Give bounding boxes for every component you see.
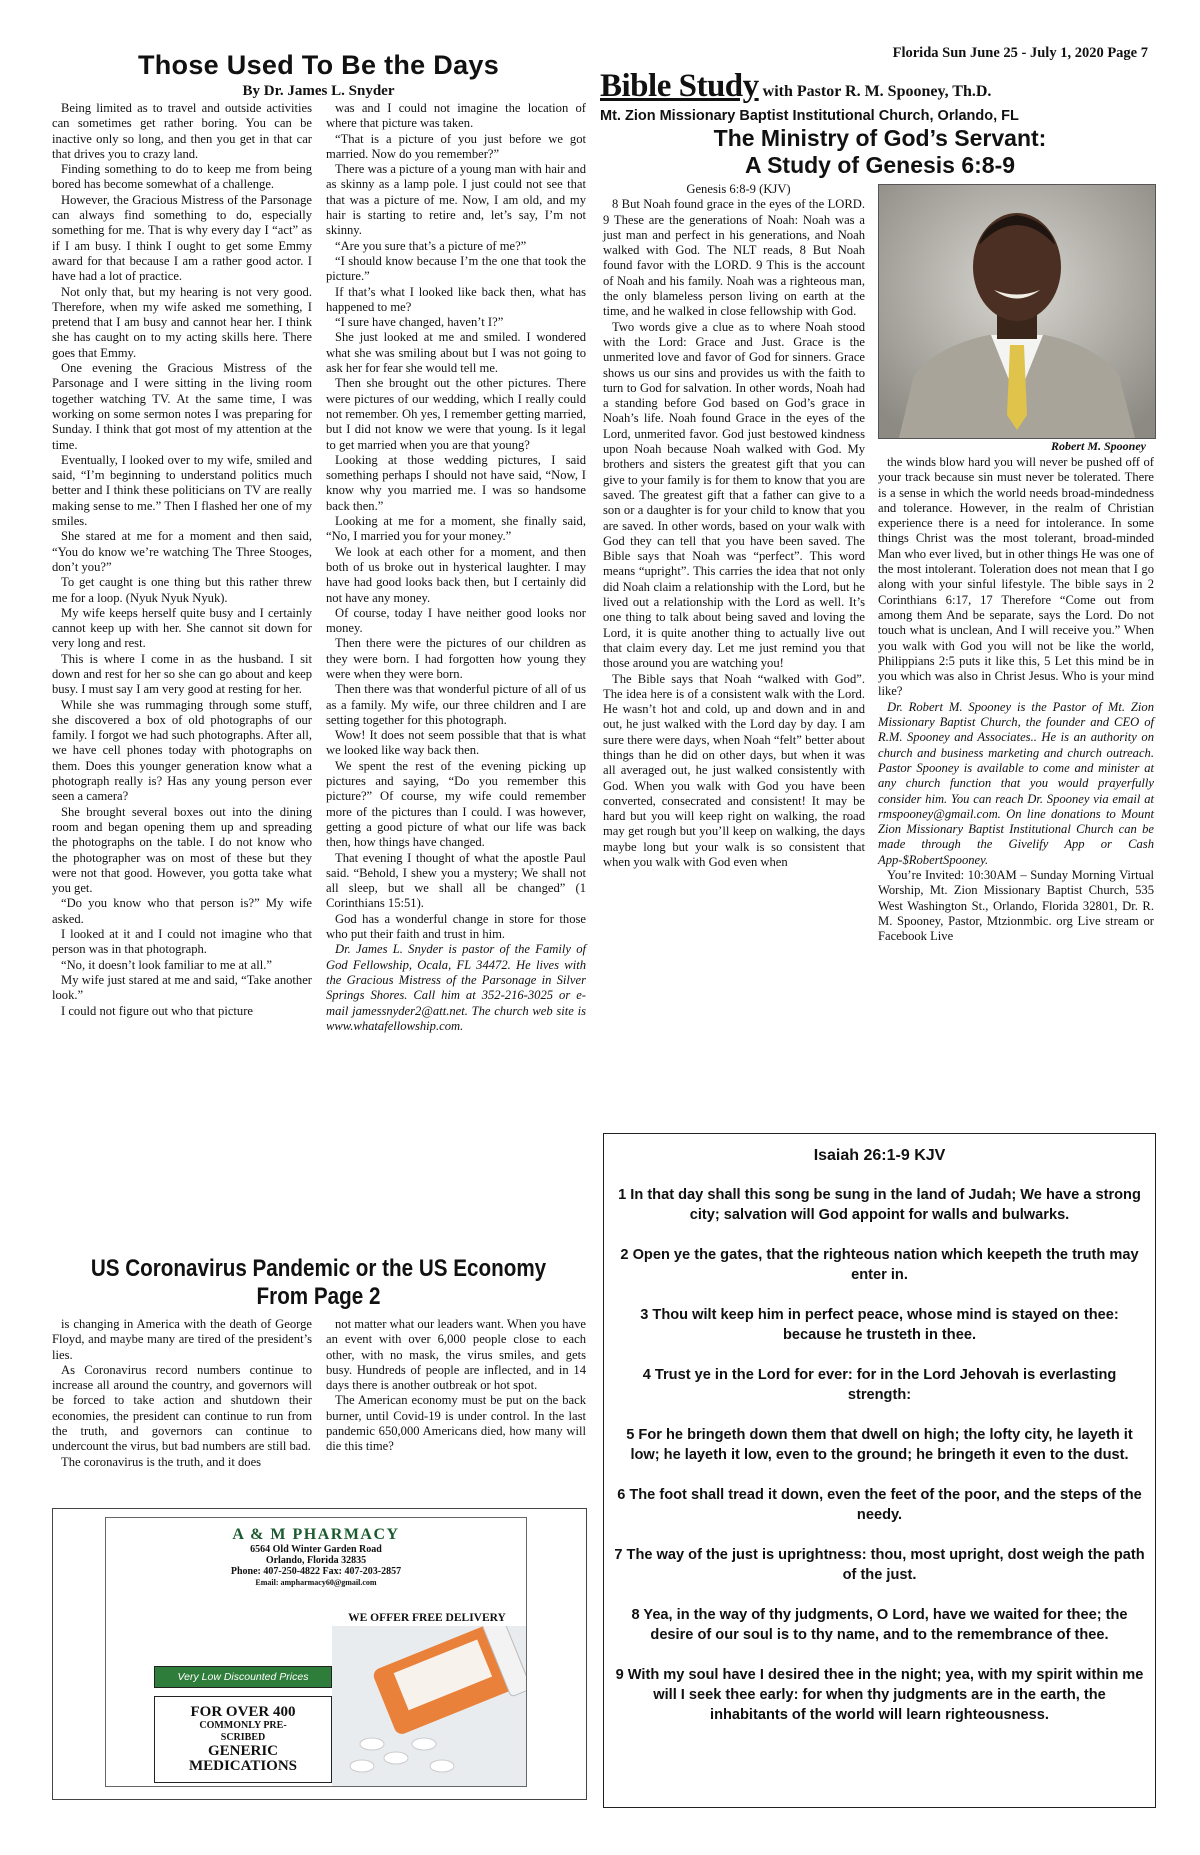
paragraph: Of course, today I have neither good looks nor money.: [326, 605, 586, 636]
pharmacy-ad-inner: [105, 1517, 527, 1787]
pharmacy-ad: [52, 1508, 587, 1800]
isaiah-verse: 7 The way of the just is uprightness: thou, most upright, dost weigh the path of the just.: [614, 1547, 1145, 1583]
paragraph: There was a picture of a young man with hair and as skinny as a lamp pole. I just could not see that that was a picture of me. Now, I am old, and my hair is starting to retire and, let’s say, I’m not skinny.: [326, 162, 586, 238]
paragraph: We spent the rest of the evening picking up pictures and saying, “Do you remember this picture?” Of course, my wife could remember more of the pictures than I could. I was however, getting a good picture of what our life was back then, how things have changed.: [326, 758, 586, 850]
paragraph: She stared at me for a moment and then said, “You do know we’re watching The Three Stooges, don’t you?”: [52, 529, 312, 574]
paragraph: The coronavirus is the truth, and it does: [61, 1454, 262, 1469]
isaiah-verse: 6 The foot shall tread it down, even the feet of the poor, and the steps of the needy.: [617, 1487, 1142, 1523]
bible-study-title: Bible Study: [600, 68, 759, 104]
sermon-subtitle: A Study of Genesis 6:8-9: [744, 152, 1016, 178]
paragraph: the winds blow hard you will never be pushed off of your track because sin must never be tolerated. There is a sense in which the world needs broad-mindedness and tolerance. However, in the realm of Christian experience there is a need for intolerance. In some things Christ was the most tolerant, broad-minded Man who ever lived, but in other things He was one of the most intolerant. Toleration does not mean that I go along with your sinful lifestyle. The bible says in 2 Corinthians 6:17, 17 Therefore “Come out from among them And be separate, says the Lord. Do not touch what is unclean, And I will receive you.” When you walk with God you will not be like the world, Philippians 2:5 puts it like this, 5 Let this mind be in you which was also in Christ Jesus. Who is your mind like?: [878, 455, 1154, 699]
paragraph: was and I could not imagine the location of where that picture was taken.: [326, 101, 586, 131]
covid-title-line2: From Page 2: [256, 1283, 381, 1310]
pharmacy-name: A & M PHARMACY: [232, 1526, 400, 1543]
paragraph: You’re Invited: 10:30AM – Sunday Morning Virtual Worship, Mt. Zion Missionary Baptist Church, 535 West Washington St., Orlando, Florida 32801, Dr. R. M. Spooney, Pastor, Mtzionmbic. org Live stream or Facebook Live: [878, 868, 1154, 944]
paragraph: The American economy must be put on the back burner, until Covid-19 is under control. In the last pandemic 650,000 Americans died, how many will die this time?: [326, 1393, 586, 1454]
paragraph: Wow! It does not seem possible that that is what we looked like way back then.: [326, 728, 586, 758]
pharmacy-email: Email: ampharmacy60@gmail.com: [255, 1578, 377, 1587]
article-title: Those Used To Be the Days: [137, 50, 500, 80]
photo-caption: Robert M. Spooney: [1050, 439, 1146, 453]
paragraph: Then there were the pictures of our children as they were born. I had forgotten how young they were when they were born.: [326, 636, 586, 681]
paragraph: The Bible says that Noah “walked with God”. The idea here is of a consistent walk with the Lord. He wasn’t hot and cold, up and down and in and out, he just walked with the Lord day by day. I am sure there were days, when Noah “felt” better about things than he did on other days, but when it was all averaged out, he just walked consistently with God. When you walk with God you have been converted, consecrated and consistent! It may be hard but you will keep right on walking, the road may get rough but you’ll keep on walking, the days maybe long but your walk is so consistent that when you walk with God even when: [603, 671, 865, 870]
paragraph: I could not figure out who that picture: [61, 1003, 254, 1018]
article-column-2: [326, 101, 586, 1034]
paragraph: “I sure have changed, haven’t I?”: [335, 315, 504, 330]
paragraph: She just looked at me and smiled. I wondered what she was smiling about but I was not going to ask her for fear she would tell me.: [326, 330, 586, 376]
paragraph: “No, it doesn’t look familiar to me at all.”: [61, 957, 273, 972]
pharmacy-address: [106, 1544, 526, 1588]
commonly-text: COMMONLY PRE-: [199, 1720, 287, 1731]
paragraph: We look at each other for a moment, and then both of us broke out in hysterical laughter. I may have had good looks back then, but I certainly did not have any money.: [326, 544, 586, 605]
isaiah-verse: 5 For he bringeth down them that dwell on high; the lofty city, he layeth it low; he layeth it low, even to the ground; he bringeth it even to the dust.: [626, 1427, 1133, 1463]
paragraph: Then there was that wonderful picture of all of us as a family. My wife, our three children and I are setting together for this photograph.: [326, 682, 586, 727]
paragraph: If that’s what I looked like back then, what has happened to me?: [326, 284, 586, 314]
isaiah-verse: 9 With my soul have I desired thee in the night; yea, with my spirit within me will I seek thee early: for when thy judgments are in the earth, the inhabitants of the world will learn righteousness.: [615, 1667, 1144, 1723]
free-delivery-banner: WE OFFER FREE DELIVERY: [348, 1612, 506, 1624]
bible-study-heading: [600, 68, 1160, 105]
paragraph: My wife just stared at me and said, “Take another look.”: [52, 972, 312, 1003]
article-column-1: [52, 101, 312, 1019]
isaiah-scripture-box: [603, 1133, 1156, 1808]
isaiah-verse: 8 Yea, in the way of thy judgments, O Lord, have we waited for thee; the desire of our soul is to thy name, and to the remembrance of thee.: [631, 1607, 1128, 1643]
sermon-column-2: [878, 455, 1154, 945]
generic-text: GENERIC: [207, 1743, 278, 1759]
page-masthead: Florida Sun June 25 - July 1, 2020 Page 7: [892, 45, 1148, 61]
paragraph: One evening the Gracious Mistress of the Parsonage and I were sitting in the living room together watching TV. At the same time, I was working on some sermon notes I was preparing for Sunday. I think that got most of my attention at the time.: [52, 361, 312, 452]
paragraph: Genesis 6:8-9 (KJV): [686, 182, 791, 196]
paragraph: Dr. Robert M. Spooney is the Pastor of Mt. Zion Missionary Baptist Church, the founder and CEO of R.M. Spooney and Associates.. He is an authority on church and business marketing and church outreach. Pastor Spooney is available to come and minister at any church function that you would prayerfully consider him. You can reach Dr. Spooney via email at rmspooney@gmail.com. On line donations to Mount Zion Missionary Baptist Institutional Church can be made through the Givelify App or Cash App-$RobertSpooney.: [878, 699, 1154, 867]
paragraph: However, the Gracious Mistress of the Parsonage can always find something to do, especially something for me. That is why every day I “act” as if I am busy. I think I ought to get some Emmy award for that because I am a rather good actor. I have had a lot of practice.: [52, 192, 312, 284]
paragraph: Dr. James L. Snyder is pastor of the Family of God Fellowship, Ocala, FL 34472. He lives with the Gracious Mistress of the Parsonage in Silver Springs Shores. Call him at 352-216-3025 or e-mail jamessnyder2@att.net. The church web site is www.whatafellowship.com.: [326, 942, 586, 1033]
paragraph: “I should know because I’m the one that took the picture.”: [326, 253, 586, 284]
paragraph: She brought several boxes out into the dining room and began opening them up and spreading the photographs on the table. I do not know who the photographer was on most of these but they were not that good. However, you gotta take what you get.: [52, 804, 312, 896]
over-400-text: FOR OVER 400: [190, 1704, 296, 1720]
covid-article-title: [89, 1255, 547, 1311]
sermon-column-1: [603, 182, 865, 870]
paragraph: Not only that, but my hearing is not very good. Therefore, when my wife asked me something, I pretend that I am busy and cannot hear her. I think she has caught on to my acting skills here. There goes that Emmy.: [52, 284, 312, 360]
paragraph: God has a wonderful change in store for those who put their faith and trust in him.: [326, 911, 586, 942]
article-byline: By Dr. James L. Snyder: [242, 83, 395, 99]
scribed-text: SCRIBED: [220, 1732, 266, 1743]
paragraph: While she was rummaging through some stuff, she discovered a box of old photographs of our family. I forgot we had such photographs. After all, we have cell phones today with photographs on them. Does this younger generation know what a photograph really is? Has any young person ever seen a camera?: [52, 697, 312, 804]
pharmacy-phone: Phone: 407-250-4822 Fax: 407-203-2857: [230, 1566, 402, 1577]
covid-column-2: [326, 1317, 586, 1455]
paragraph: “Do you know who that person is?” My wife asked.: [52, 896, 312, 926]
discount-badge: Very Low Discounted Prices: [154, 1666, 332, 1688]
paragraph: Finding something to do to keep me from being bored has become somewhat of a challenge.: [52, 162, 312, 192]
pastor-portrait-icon: [879, 185, 1155, 438]
generic-meds-box: [154, 1696, 332, 1783]
paragraph: Looking at me for a moment, she finally said, “No, I married you for your money.”: [326, 514, 586, 544]
paragraph: not matter what our leaders want. When you have an event with over 6,000 people close to each other, with no mask, the virus smiles, and gets busy. Hundreds of people are inflected, and in 14 days there is another outbreak or hot spot.: [326, 1317, 586, 1393]
paragraph: Looking at those wedding pictures, I said something perhaps I should not have said, “Now, I know why you married me. I was so handsome back then.”: [326, 452, 586, 513]
pastor-photo: [878, 184, 1156, 439]
paragraph: 8 But Noah found grace in the eyes of the LORD. 9 These are the generations of Noah: Noah was a just man and perfect in his generations, and Noah walked with God. The NLT reads, 8 But Noah found favor with the LORD. 9 This is the account of Noah and his family. Noah was a righteous man, the only blameless person living on earth at the time, and he walked in close fellowship with God.: [603, 197, 865, 319]
paragraph: Eventually, I looked over to my wife, smiled and said, “I’m beginning to understand politics much better and I think these politicians on TV are really making sense to me.” Then I flashed her one of my smiles.: [52, 452, 312, 529]
isaiah-verse: 2 Open ye the gates, that the righteous nation which keepeth the truth may enter in.: [620, 1247, 1139, 1283]
paragraph: Then she brought out the other pictures. There were pictures of our wedding, which I really could not remember. Oh yes, I remember getting married, but I did not know we were that young. Is it legal to get married when you are that young?: [326, 376, 586, 452]
paragraph: This is where I come in as the husband. I sit down and rest for her so she can go about and keep busy. I must say I am very good at resting for her.: [52, 651, 312, 697]
paragraph: “That is a picture of you just before we got married. Now do you remember?”: [326, 131, 586, 161]
isaiah-verse: 4 Trust ye in the Lord for ever: for in the Lord Jehovah is everlasting strength:: [642, 1367, 1117, 1403]
isaiah-verse: 3 Thou wilt keep him in perfect peace, whose mind is stayed on thee: because he trusteth in thee.: [640, 1307, 1119, 1343]
pharmacy-city: Orlando, Florida 32835: [265, 1555, 367, 1566]
isaiah-title: Isaiah 26:1-9 KJV: [813, 1147, 946, 1164]
paragraph: Being limited as to travel and outside activities can sometimes get rather boring. You can be inactive only so long, and then you get in that car that drives you to crazy land.: [52, 101, 312, 161]
medications-text: MEDICATIONS: [188, 1758, 298, 1774]
paragraph: To get caught is one thing but this rather threw me for a loop. (Nyuk Nyuk Nyuk).: [52, 575, 312, 605]
covid-title-line1: US Coronavirus Pandemic or the US Economy: [90, 1255, 547, 1282]
isaiah-verses: [604, 1185, 1155, 1725]
paragraph: That evening I thought of what the apostle Paul said. “Behold, I shew you a mystery; We shall not all sleep, but we shall all be changed” (1 Corinthians 15:51).: [326, 850, 586, 911]
paragraph: As Coronavirus record numbers continue to increase all around the country, and governors will be forced to take action and shutdown their economies, the president can continue to run from the truth, and governors can continue to undercount the virus, but bad numbers are still bad.: [52, 1362, 312, 1454]
paragraph: is changing in America with the death of George Floyd, and maybe many are tired of the president’s lies.: [52, 1317, 312, 1362]
sermon-title: The Ministry of God’s Servant:: [713, 125, 1047, 151]
isaiah-verse: 1 In that day shall this song be sung in the land of Judah; We have a strong city; salvation will God appoint for walls and bulwarks.: [618, 1187, 1141, 1223]
church-name: Mt. Zion Missionary Baptist Institutional Church, Orlando, FL: [600, 108, 1019, 124]
paragraph: I looked at it and I could not imagine who that person was in that photograph.: [52, 927, 312, 957]
paragraph: “Are you sure that’s a picture of me?”: [335, 238, 527, 253]
paragraph: Two words give a clue as to where Noah stood with the Lord: Grace and Just. Grace is the unmerited love and favor of God for sinners. Grace shows us our sins and provides us with the faith to turn to God for salvation. In other words, Noah had a standing before God based on God’s grace in Noah’s life. Noah found Grace in the eyes of the Lord, unmerited favor. God just bestowed kindness upon Noah because Noah walked with God. My brothers and sisters the greatest gift that you can give to your family is for them to know that you are saved. The greatest gift that a father can give to a son or a daughter is for your child to know that you are saved. In other words, based on your walk with God they can tell that you have been saved. The Bible says that Noah was “perfect”. This word means “upright”. This carries the idea that not only did Noah claim a relationship with the Lord, but he lived out a relationship with the Lord as well. It’s one thing to talk about being saved and loving the Lord, it is quite another thing to actually live out that claim every day. Let me just remind you that those around you are watching you!: [603, 319, 865, 671]
paragraph: My wife keeps herself quite busy and I certainly cannot keep up with her. She cannot sit down for very long and rest.: [52, 605, 312, 651]
pill-bottle-icon: [332, 1626, 526, 1786]
pharmacy-street: 6564 Old Winter Garden Road: [250, 1544, 382, 1555]
bible-study-pastor: with Pastor R. M. Spooney, Th.D.: [762, 83, 992, 100]
covid-column-1: [52, 1317, 312, 1470]
